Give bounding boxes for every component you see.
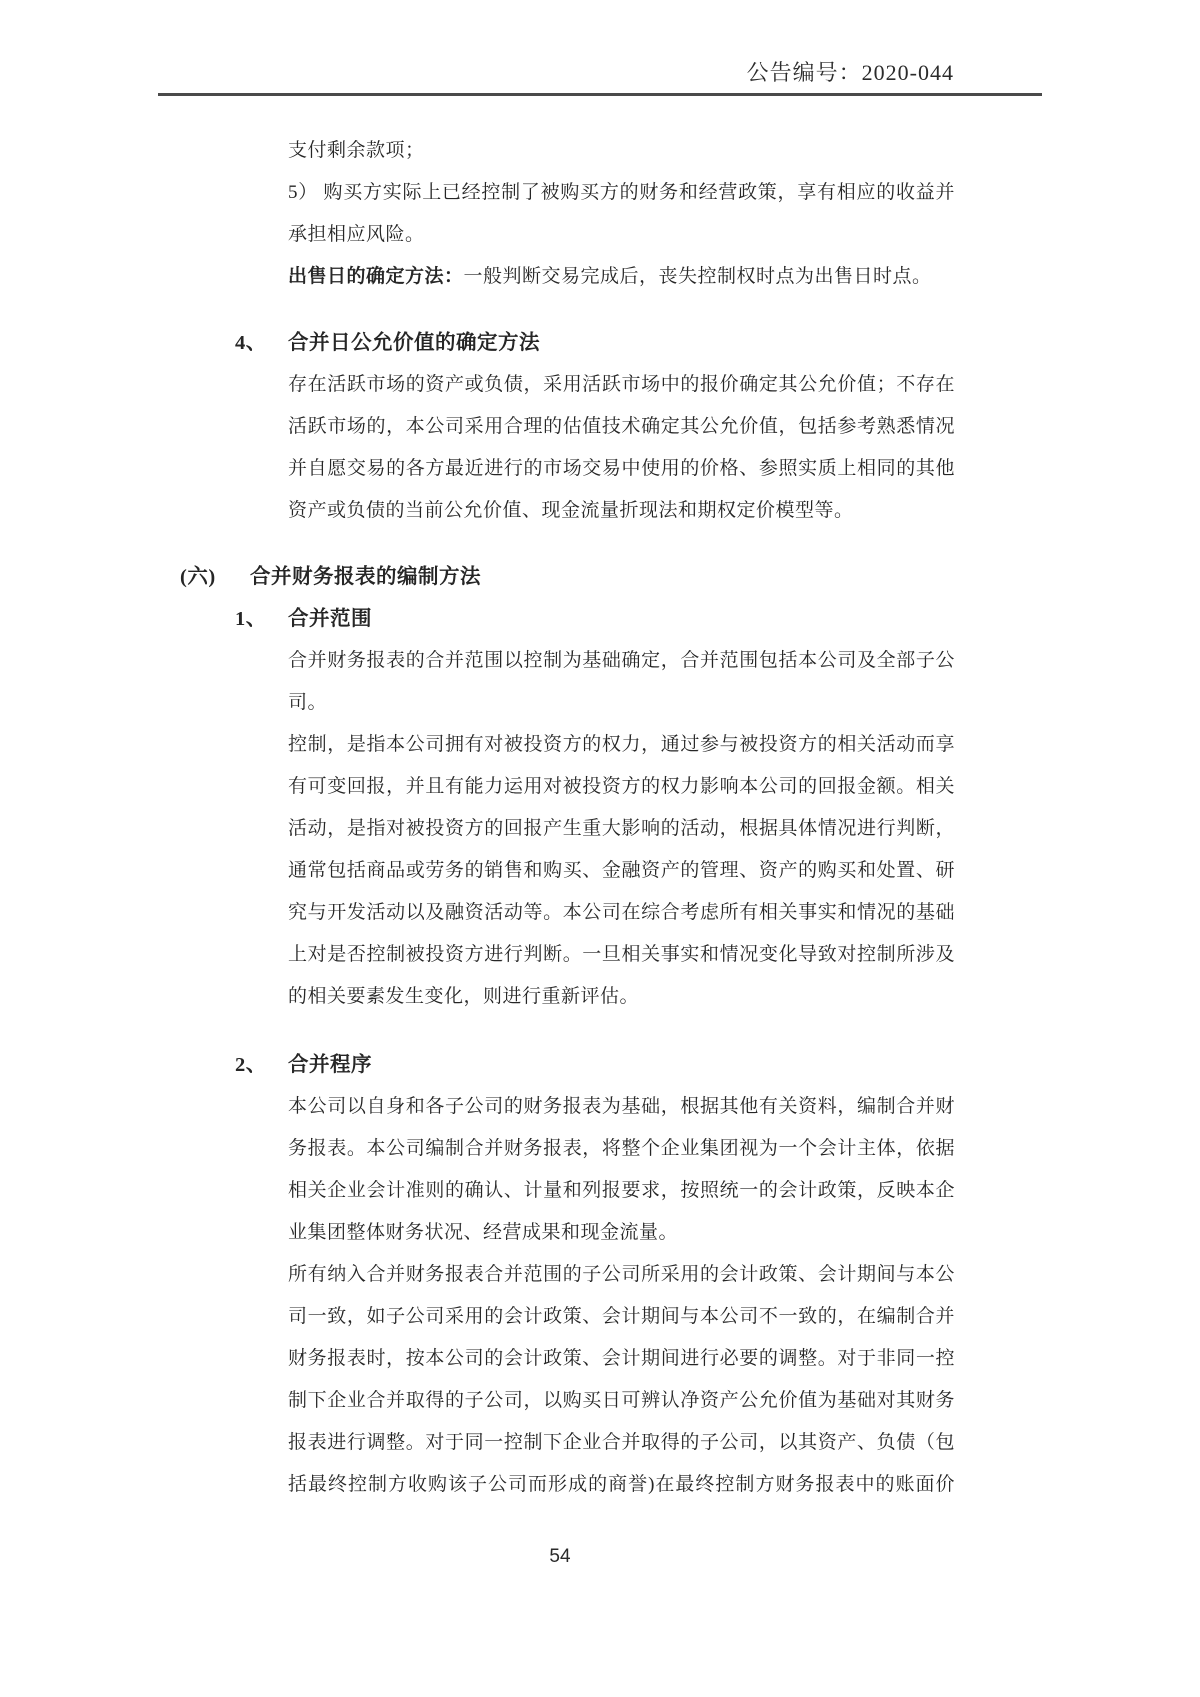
body-line: 有可变回报，并且有能力运用对被投资方的权力影响本公司的回报金额。相关 (288, 776, 955, 797)
section-number: 2、 (235, 1054, 267, 1076)
intro-paragraph (288, 130, 955, 256)
doc-number: 公告编号：2020-044 (746, 60, 954, 85)
body-line: 司一致，如子公司采用的会计政策、会计期间与本公司不一致的，在编制合并 (288, 1306, 955, 1327)
section4-paragraph (288, 364, 955, 532)
body-line: 本公司以自身和各子公司的财务报表为基础，根据其他有关资料，编制合并财 (288, 1096, 955, 1117)
subsection-heading-2 (235, 1044, 955, 1086)
body-line: 相关企业会计准则的确认、计量和列报要求，按照统一的会计政策，反映本企 (288, 1180, 955, 1201)
body-line: 务报表。本公司编制合并财务报表，将整个企业集团视为一个会计主体，依据 (288, 1138, 955, 1159)
sub2-paragraph (288, 1086, 955, 1506)
sub1-paragraph (288, 640, 955, 1018)
body-line: 司。 (288, 692, 328, 713)
section-title: 合并范围 (288, 608, 372, 630)
body-line: 括最终控制方收购该子公司而形成的商誉)在最终控制方财务报表中的账面价 (288, 1474, 955, 1495)
section-heading-4 (235, 322, 955, 364)
document-body (180, 130, 955, 1506)
body-line: 的相关要素发生变化，则进行重新评估。 (288, 986, 640, 1007)
body-line: 控制，是指本公司拥有对被投资方的权力，通过参与被投资方的相关活动而享 (288, 734, 955, 755)
body-line: 并自愿交易的各方最近进行的市场交易中使用的价格、参照实质上相同的其他 (288, 458, 955, 479)
body-line: 究与开发活动以及融资活动等。本公司在综合考虑所有相关事实和情况的基础 (288, 902, 955, 923)
body-line: 5） 购买方实际上已经控制了被购买方的财务和经营政策，享有相应的收益并 (288, 182, 955, 203)
page-number: 54 (549, 1546, 571, 1567)
body-line: 所有纳入合并财务报表合并范围的子公司所采用的会计政策、会计期间与本公 (288, 1264, 955, 1285)
section-number: (六) (180, 566, 216, 588)
body-line: 活动，是指对被投资方的回报产生重大影响的活动，根据具体情况进行判断， (288, 818, 955, 839)
section-title: 合并程序 (288, 1054, 372, 1076)
section-number: 1、 (235, 608, 267, 630)
sale-date-label: 出售日的确定方法： (288, 266, 464, 287)
sale-date-text: 一般判断交易完成后，丧失控制权时点为出售日时点。 (463, 266, 932, 287)
body-line: 资产或负债的当前公允价值、现金流量折现法和期权定价模型等。 (288, 500, 854, 521)
body-line: 合并财务报表的合并范围以控制为基础确定，合并范围包括本公司及全部子公 (288, 650, 955, 671)
body-line: 活跃市场的，本公司采用合理的估值技术确定其公允价值，包括参考熟悉情况 (288, 416, 955, 437)
body-line: 承担相应风险。 (288, 224, 425, 245)
body-line: 支付剩余款项； (288, 140, 425, 161)
body-line: 制下企业合并取得的子公司，以购买日可辨认净资产公允价值为基础对其财务 (288, 1390, 955, 1411)
body-line: 上对是否控制被投资方进行判断。一旦相关事实和情况变化导致对控制所涉及 (288, 944, 955, 965)
section-heading-6 (180, 556, 955, 598)
header-divider (158, 93, 1042, 96)
subsection-heading-1 (235, 598, 955, 640)
sale-date-line (288, 256, 955, 298)
body-line: 业集团整体财务状况、经营成果和现金流量。 (288, 1222, 679, 1243)
body-line: 财务报表时，按本公司的会计政策、会计期间进行必要的调整。对于非同一控 (288, 1348, 955, 1369)
body-line: 报表进行调整。对于同一控制下企业合并取得的子公司，以其资产、负债（包 (288, 1432, 955, 1453)
section-title: 合并财务报表的编制方法 (250, 566, 481, 588)
body-line: 通常包括商品或劳务的销售和购买、金融资产的管理、资产的购买和处置、研 (288, 860, 955, 881)
body-line: 存在活跃市场的资产或负债，采用活跃市场中的报价确定其公允价值；不存在 (288, 374, 955, 395)
section-title: 合并日公允价值的确定方法 (288, 332, 540, 354)
section-number: 4、 (235, 332, 267, 354)
